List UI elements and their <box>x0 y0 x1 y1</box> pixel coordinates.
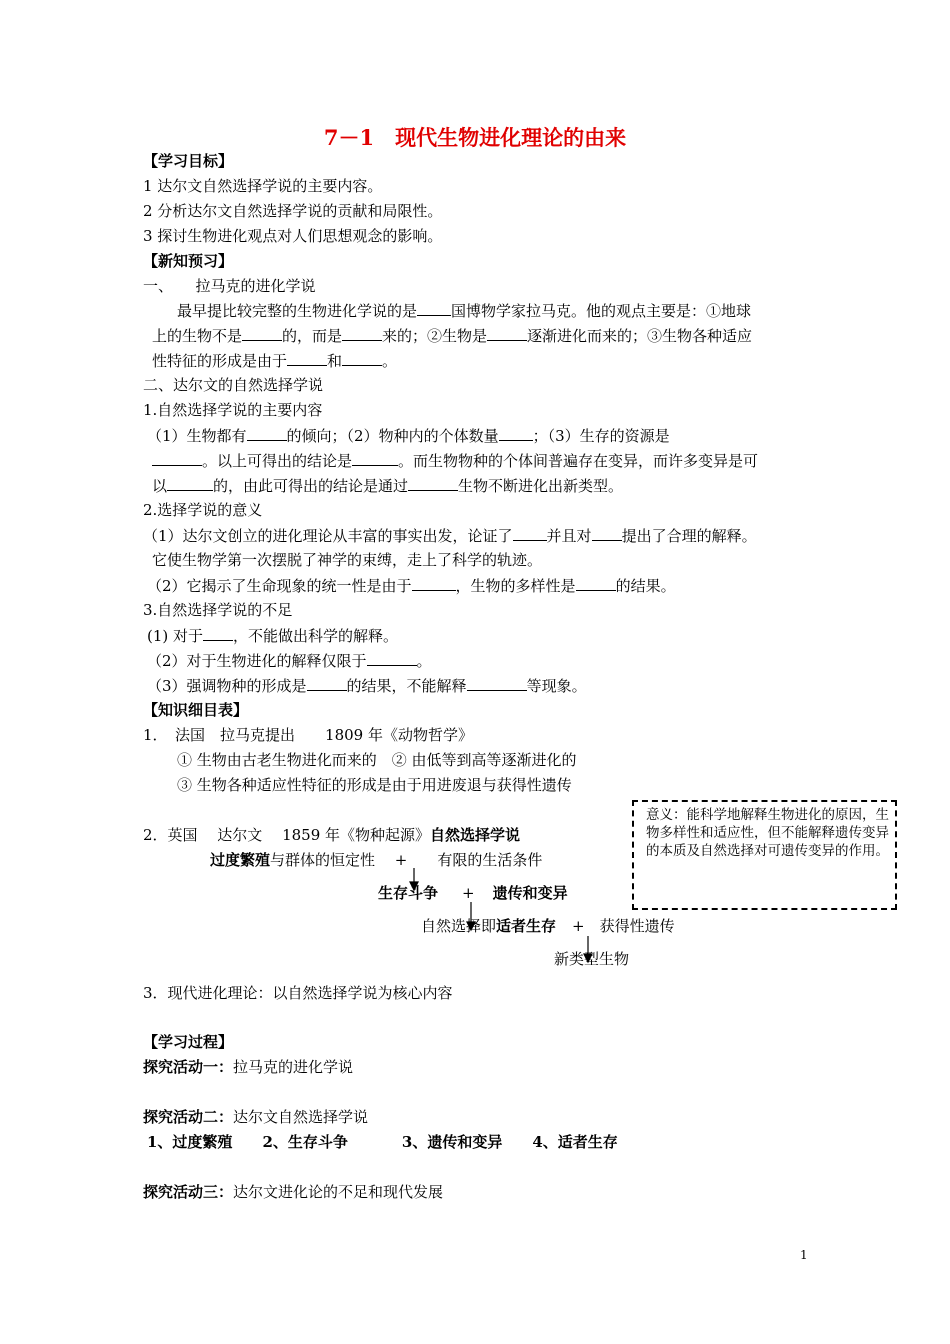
paragraph-line: （2）对于生物进化的解释仅限于 。 <box>147 652 432 670</box>
flow-row-1: 过度繁殖与群体的恒定性 + 有限的生活条件 <box>210 851 543 869</box>
activity-2-items: 1、过度繁殖 2、生存斗争 3、遗传和变异 4、适者生存 <box>147 1133 618 1151</box>
paragraph-line: （3）强调物种的形成是 的结果，不能解释 等现象。 <box>147 677 587 695</box>
goal-item: 1 达尔文自然选择学说的主要内容。 <box>143 177 383 195</box>
activity-3: 探究活动三：达尔文进化论的不足和现代发展 <box>143 1183 444 1201</box>
detail-line: 1． 法国 拉马克提出 1809 年《动物哲学》 <box>143 726 473 744</box>
paragraph-line: 它使生物学第一次摆脱了神学的束缚，走上了科学的轨迹。 <box>152 551 543 569</box>
paragraph-line: 上的生物不是 的，而是 来的；②生物是 逐渐进化而来的；③生物各种适应 <box>152 327 753 345</box>
paragraph-line: 性特征的形成是由于 和 。 <box>152 352 398 370</box>
section-heading-goals: 【学习目标】 <box>143 152 234 170</box>
flow-row-3: 自然选择即适者生存 + 获得性遗传 <box>421 917 675 935</box>
subsection-heading: 2.选择学说的意义 <box>143 501 263 519</box>
paragraph-line: （1）生物都有 的倾向；（2）物种内的个体数量 ；（3）生存的资源是 <box>147 427 670 445</box>
section-heading-process: 【学习过程】 <box>143 1033 234 1051</box>
subsection-heading: 一、 拉马克的进化学说 <box>143 277 316 295</box>
paragraph-line: 最早提比较完整的生物进化学说的是 国博物学家拉马克。他的观点主要是：①地球 <box>177 302 752 320</box>
flow-row-2: 生存斗争 + 遗传和变异 <box>378 884 568 902</box>
detail-line: 2．英国 达尔文 1859 年《物种起源》自然选择学说 <box>143 826 521 844</box>
detail-line: 3．现代进化理论：以自然选择学说为核心内容 <box>143 984 453 1002</box>
paragraph-line: (1) 对于 ，不能做出科学的解释。 <box>147 627 399 645</box>
section-heading-detail: 【知识细目表】 <box>143 701 249 719</box>
detail-line: ① 生物由古老生物进化而来的 ② 由低等到高等逐渐进化的 <box>177 751 577 769</box>
subsection-heading: 1.自然选择学说的主要内容 <box>143 401 323 419</box>
subsection-heading: 二、达尔文的自然选择学说 <box>143 376 324 394</box>
activity-2: 探究活动二：达尔文自然选择学说 <box>143 1108 369 1126</box>
subsection-heading: 3.自然选择学说的不足 <box>143 601 293 619</box>
flow-row-4: 新类型生物 <box>554 950 630 968</box>
activity-1: 探究活动一：拉马克的进化学说 <box>143 1058 354 1076</box>
goal-item: 2 分析达尔文自然选择学说的贡献和局限性。 <box>143 202 443 220</box>
paragraph-line: 。以上可得出的结论是 。而生物物种的个体间普遍存在变异，而许多变异是可 <box>152 451 758 470</box>
paragraph-line: （1）达尔文创立的进化理论从丰富的事实出发，论证了 并且对 提出了合理的解释。 <box>143 527 757 545</box>
paragraph-line: 以 的，由此可得出的结论是通过 生物不断进化出新类型。 <box>152 477 624 495</box>
detail-line: ③ 生物各种适应性特征的形成是由于用进废退与获得性遗传 <box>177 776 572 794</box>
goal-item: 3 探讨生物进化观点对人们思想观念的影响。 <box>143 227 443 245</box>
page-title: 7－1 现代生物进化理论的由来 <box>323 125 627 150</box>
meaning-note-box: 意义：能科学地解释生物进化的原因，生物多样性和适应性，但不能解释遗传变异的本质及自然选择对可遗传变异的作用。 <box>632 800 897 910</box>
paragraph-line: （2）它揭示了生命现象的统一性是由于 ，生物的多样性是 的结果。 <box>147 577 676 595</box>
page-number: 1 <box>800 1248 808 1262</box>
section-heading-preview: 【新知预习】 <box>143 252 234 270</box>
